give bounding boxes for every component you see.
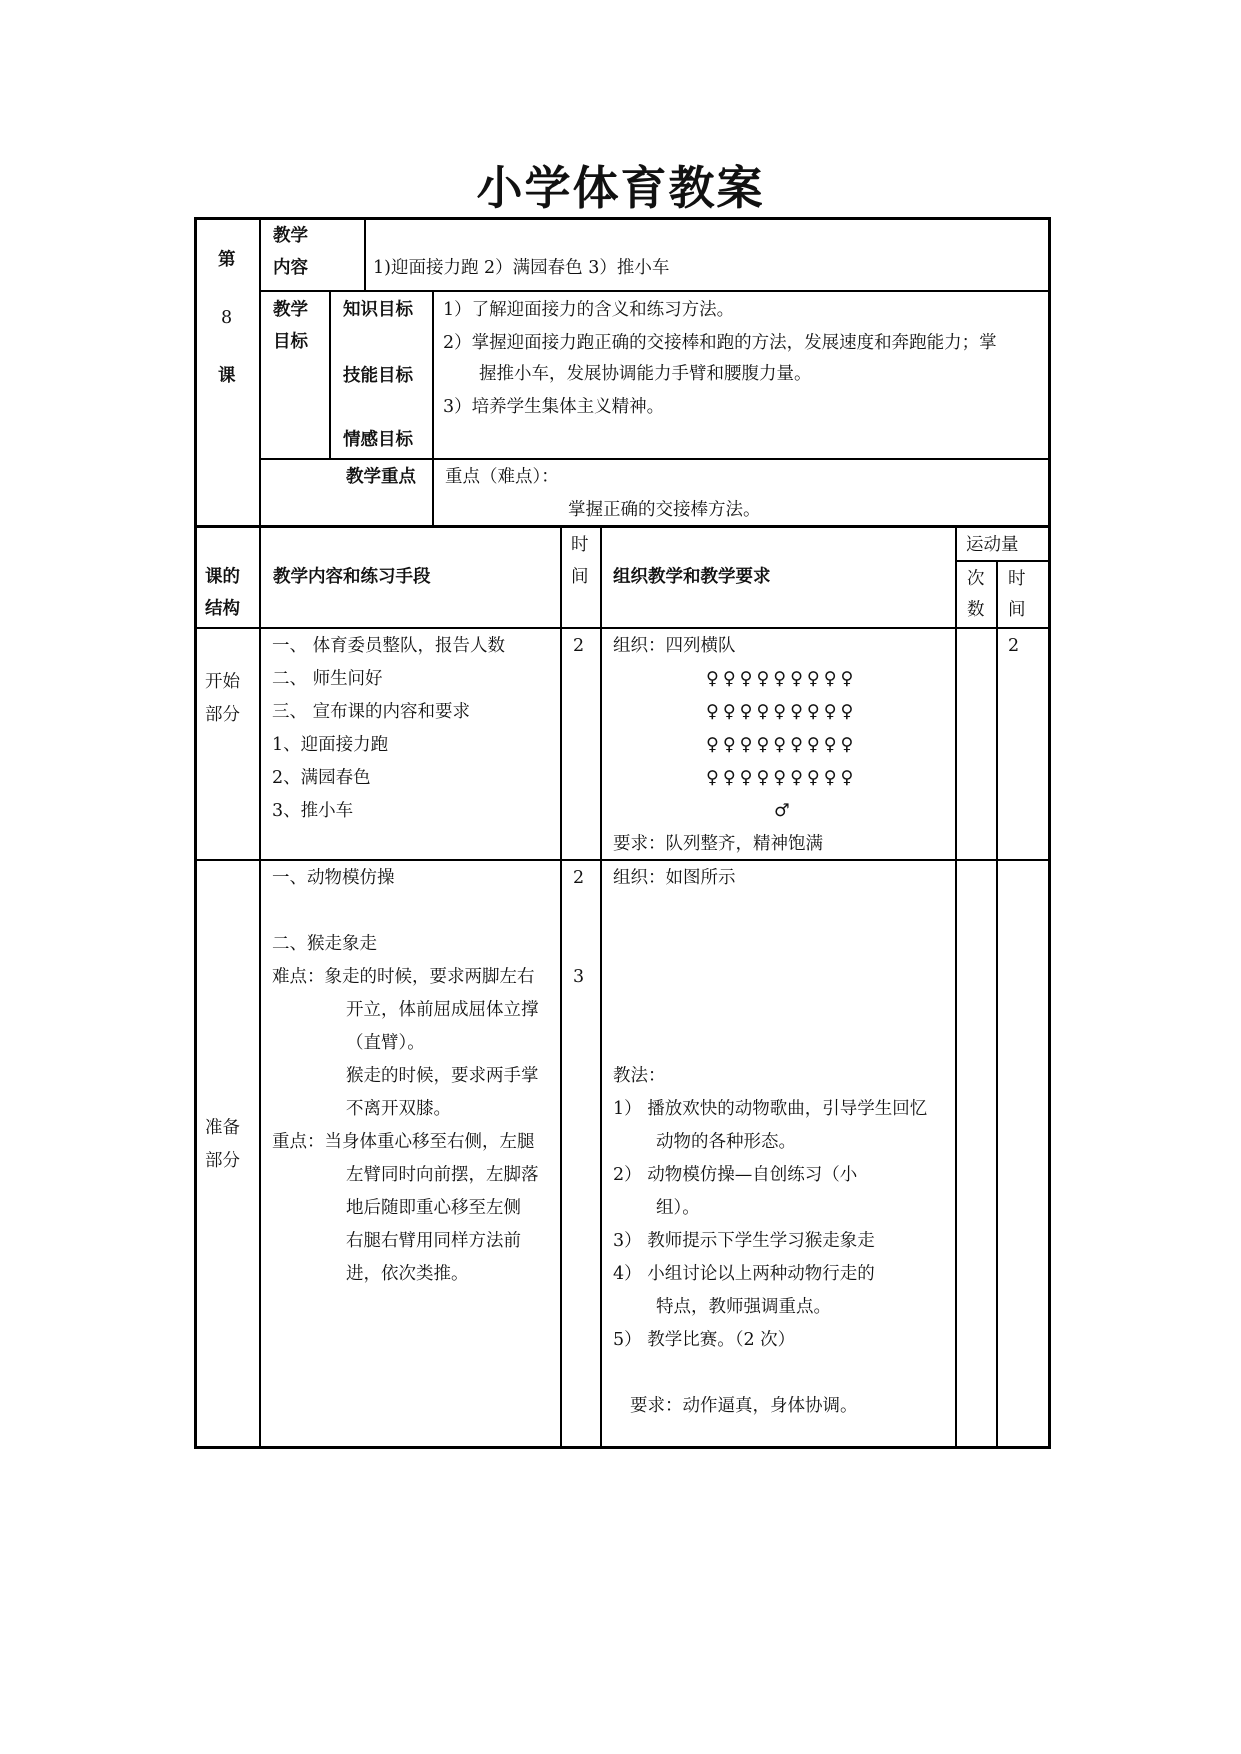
method-item: 组）。 xyxy=(656,1198,700,1218)
key-text: 重点：当身体重心移至右侧，左腿 xyxy=(272,1132,535,1152)
goals-label: 教学 xyxy=(273,300,308,320)
key-text: 左臂同时向前摆，左脚落 xyxy=(346,1165,539,1185)
method-item: 2） 动物模仿操—自创练习（小 xyxy=(613,1165,858,1185)
teacher-symbol: ♂ xyxy=(774,801,794,821)
load-header: 运动量 xyxy=(966,535,1019,555)
method-item: 特点，教师强调重点。 xyxy=(656,1297,831,1317)
section-label: 部分 xyxy=(205,705,240,725)
goals-label: 目标 xyxy=(273,332,308,352)
list-item: 3、推小车 xyxy=(272,801,354,821)
col-divider xyxy=(364,217,366,292)
key-point-text: 掌握正确的交接棒方法。 xyxy=(568,500,761,520)
method-item: 4） 小组讨论以上两种动物行走的 xyxy=(613,1264,875,1284)
structure-header: 课的 xyxy=(205,567,240,587)
list-item: 一、 体育委员整队，报告人数 xyxy=(272,636,506,656)
difficulty-text: 难点：象走的时候，要求两脚左右 xyxy=(272,967,535,987)
content-header: 教学内容和练习手段 xyxy=(273,567,431,587)
key-point-text: 重点（难点）： xyxy=(445,467,559,487)
load-time-header: 间 xyxy=(1008,600,1026,620)
row-divider xyxy=(194,627,1051,629)
goal-line: 2）掌握迎面接力跑正确的交接棒和跑的方法，发展速度和奔跑能力；掌 xyxy=(443,333,997,353)
list-item: 2、满园春色 xyxy=(272,768,371,788)
organization-text: 组织：四列横队 xyxy=(613,636,736,656)
list-item: 三、 宣布课的内容和要求 xyxy=(272,702,471,722)
difficulty-text: 猴走的时候，要求两手掌 xyxy=(346,1066,539,1086)
emotion-goal-label: 情感目标 xyxy=(343,430,413,450)
difficulty-text: （直臂）。 xyxy=(346,1033,425,1053)
female-student-row: ♀♀♀♀♀♀♀♀♀ xyxy=(706,669,858,689)
goal-line: 3）培养学生集体主义精神。 xyxy=(443,397,665,417)
knowledge-goal-label: 知识目标 xyxy=(343,300,413,320)
section-label: 部分 xyxy=(205,1151,240,1171)
key-point-label: 教学重点 xyxy=(346,467,416,487)
organization-header: 组织教学和教学要求 xyxy=(613,567,771,587)
row-divider xyxy=(260,458,1051,460)
section-label: 开始 xyxy=(205,672,240,692)
list-item: 1、迎面接力跑 xyxy=(272,735,389,755)
lesson-label-di: 第 xyxy=(218,250,236,270)
time-header: 间 xyxy=(571,567,589,587)
count-header: 次 xyxy=(967,569,985,589)
col-divider xyxy=(996,560,998,1449)
skill-goal-label: 技能目标 xyxy=(343,366,413,386)
time-value: 3 xyxy=(573,967,585,987)
page-title: 小学体育教案 xyxy=(476,161,765,215)
method-item: 1） 播放欢快的动物歌曲，引导学生回忆 xyxy=(613,1099,928,1119)
col-divider xyxy=(329,290,331,460)
goal-line: 握推小车，发展协调能力手臂和腰腹力量。 xyxy=(479,364,812,384)
female-student-row: ♀♀♀♀♀♀♀♀♀ xyxy=(706,735,858,755)
time-value: 2 xyxy=(573,636,585,656)
difficulty-text: 开立，体前屈成屈体立撑 xyxy=(346,1000,539,1020)
content-label: 内容 xyxy=(273,258,308,278)
col-divider xyxy=(259,217,261,1449)
method-item: 动物的各种形态。 xyxy=(656,1132,796,1152)
list-item: 一、动物模仿操 xyxy=(272,868,395,888)
female-student-row: ♀♀♀♀♀♀♀♀♀ xyxy=(706,768,858,788)
key-text: 右腿右臂用同样方法前 xyxy=(346,1231,521,1251)
col-divider xyxy=(432,290,434,526)
lesson-label-ke: 课 xyxy=(218,366,236,386)
list-item: 二、 师生问好 xyxy=(272,669,383,689)
row-divider xyxy=(260,290,1051,292)
col-divider xyxy=(955,525,957,1449)
organization-text: 组织：如图所示 xyxy=(613,868,736,888)
count-header: 数 xyxy=(967,600,985,620)
key-text: 进，依次类推。 xyxy=(346,1264,469,1284)
load-time-header: 时 xyxy=(1008,569,1026,589)
col-divider xyxy=(600,525,602,1449)
method-item: 5） 教学比赛。（2 次） xyxy=(613,1330,796,1350)
content-label: 教学 xyxy=(273,226,308,246)
lesson-number: 8 xyxy=(221,308,233,328)
load-time-value: 2 xyxy=(1008,636,1020,656)
method-label: 教法： xyxy=(613,1066,666,1086)
list-item: 二、猴走象走 xyxy=(272,934,377,954)
time-header: 时 xyxy=(571,535,589,555)
key-text: 地后随即重心移至左侧 xyxy=(346,1198,521,1218)
col-divider xyxy=(560,525,562,1449)
time-value: 2 xyxy=(573,868,585,888)
female-student-row: ♀♀♀♀♀♀♀♀♀ xyxy=(706,702,858,722)
requirement-text: 要求：队列整齐，精神饱满 xyxy=(613,834,823,854)
section-label: 准备 xyxy=(205,1118,240,1138)
requirement-text: 要求：动作逼真，身体协调。 xyxy=(630,1396,858,1416)
goal-line: 1）了解迎面接力的含义和练习方法。 xyxy=(443,300,735,320)
difficulty-text: 不离开双膝。 xyxy=(346,1099,451,1119)
method-item: 3） 教师提示下学生学习猴走象走 xyxy=(613,1231,875,1251)
content-text: 1)迎面接力跑 2）满园春色 3）推小车 xyxy=(373,258,670,278)
structure-header: 结构 xyxy=(205,599,240,619)
